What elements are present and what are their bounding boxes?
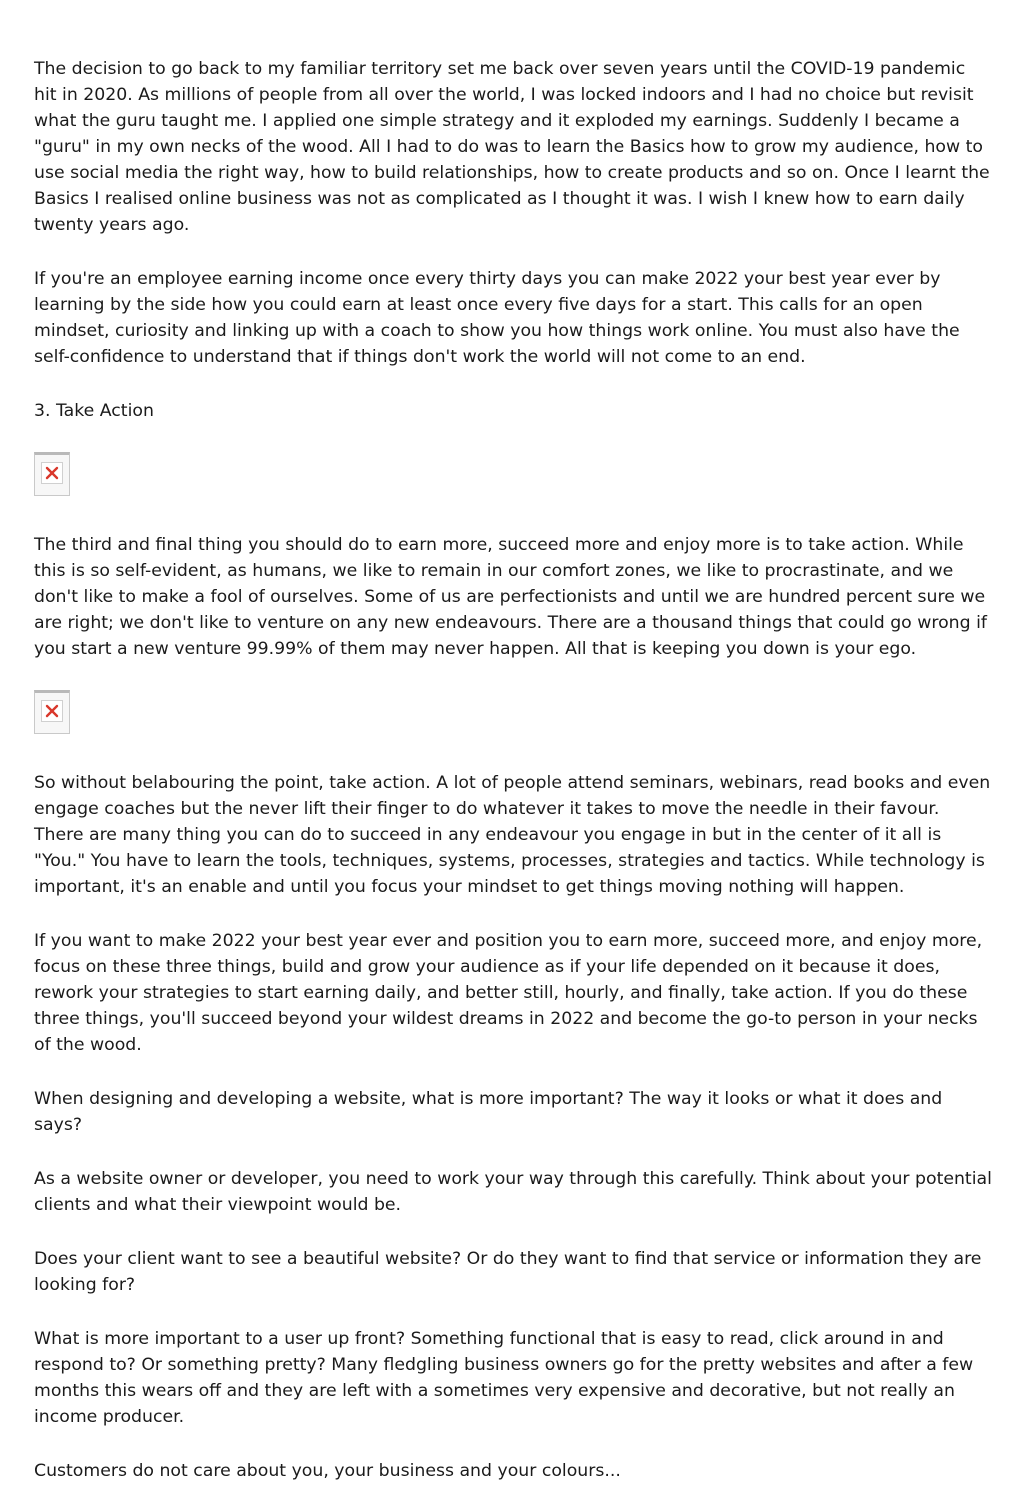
broken-image-1 — [34, 452, 70, 496]
paragraph-user-up-front: What is more important to a user up front? Something functional that is easy to read, click around in and respond to? Or something pretty? Many fledgling business owners go for the pretty websites and after a few months this wears off and they are left with a sometimes very expensive and decorative, but not really an income producer. — [34, 1329, 974, 1427]
paragraph-employee-income: If you're an employee earning income once every thirty days you can make 2022 your best year ever by learning by the side how you could earn at least once every five days for a start. This calls for an open mindset, curiosity and linking up with a coach to show you how things work online. You must also have the self-confidence to understand that if things don't work the world will not come to an end. — [34, 269, 960, 367]
broken-image-icon — [45, 704, 59, 718]
paragraph-website-question: When designing and developing a website, what is more important? The way it looks or what it does and says? — [34, 1089, 943, 1135]
paragraph-website-owner: As a website owner or developer, you need to work your way through this carefully. Think about your potential clients and what their viewpoint would be. — [34, 1169, 992, 1215]
paragraph-without-belabouring: So without belabouring the point, take action. A lot of people attend seminars, webinars, read books and even engage coaches but the never lift their finger to do whatever it takes to move the needle in their favour. There are many thing you can do to succeed in any endeavour you engage in but in the center of it all is "You." You have to learn the tools, techniques, systems, processes, strategies and tactics. While technology is important, it's an enable and until you focus your mindset to get things moving nothing will happen. — [34, 773, 991, 897]
broken-image-icon — [45, 466, 59, 480]
paragraph-customers-do-not-care: Customers do not care about you, your business and your colours... — [34, 1461, 621, 1481]
paragraph-client-wants: Does your client want to see a beautiful website? Or do they want to find that service or information they are looking for? — [34, 1249, 982, 1295]
broken-image-2 — [34, 690, 70, 734]
paragraph-best-year: If you want to make 2022 your best year ever and position you to earn more, succeed more, and enjoy more, focus on these three things, build and grow your audience as if your life depended on it because it does, rework your strategies to start earning daily, and better still, hourly, and finally, take action. If you do these three things, you'll succeed beyond your wildest dreams in 2022 and become the go-to person in your necks of the wood. — [34, 931, 983, 1055]
paragraph-take-action: The third and final thing you should do to earn more, succeed more and enjoy more is to take action. While this is so self-evident, as humans, we like to remain in our comfort zones, we like to procrastinate, and we don't like to make a fool of ourselves. Some of us are perfectionists and until we are hundred percent sure we are right; we don't like to venture on any new endeavours. There are a thousand things that could go wrong if you start a new venture 99.99% of them may never happen. All that is keeping you down is your ego. — [34, 535, 987, 659]
article-body — [34, 56, 992, 1512]
section-heading-take-action: 3. Take Action — [34, 401, 154, 421]
paragraph-familiar-territory: The decision to go back to my familiar territory set me back over seven years until the COVID-19 pandemic hit in 2020. As millions of people from all over the world, I was locked indoors and I had no choice but revisit what the guru taught me. I applied one simple strategy and it exploded my earnings. Suddenly I became a "guru" in my own necks of the wood. All I had to do was to learn the Basics how to grow my audience, how to use social media the right way, how to build relationships, how to create products and so on. Once I learnt the Basics I realised online business was not as complicated as I thought it was. I wish I knew how to earn daily twenty years ago. — [34, 59, 990, 235]
